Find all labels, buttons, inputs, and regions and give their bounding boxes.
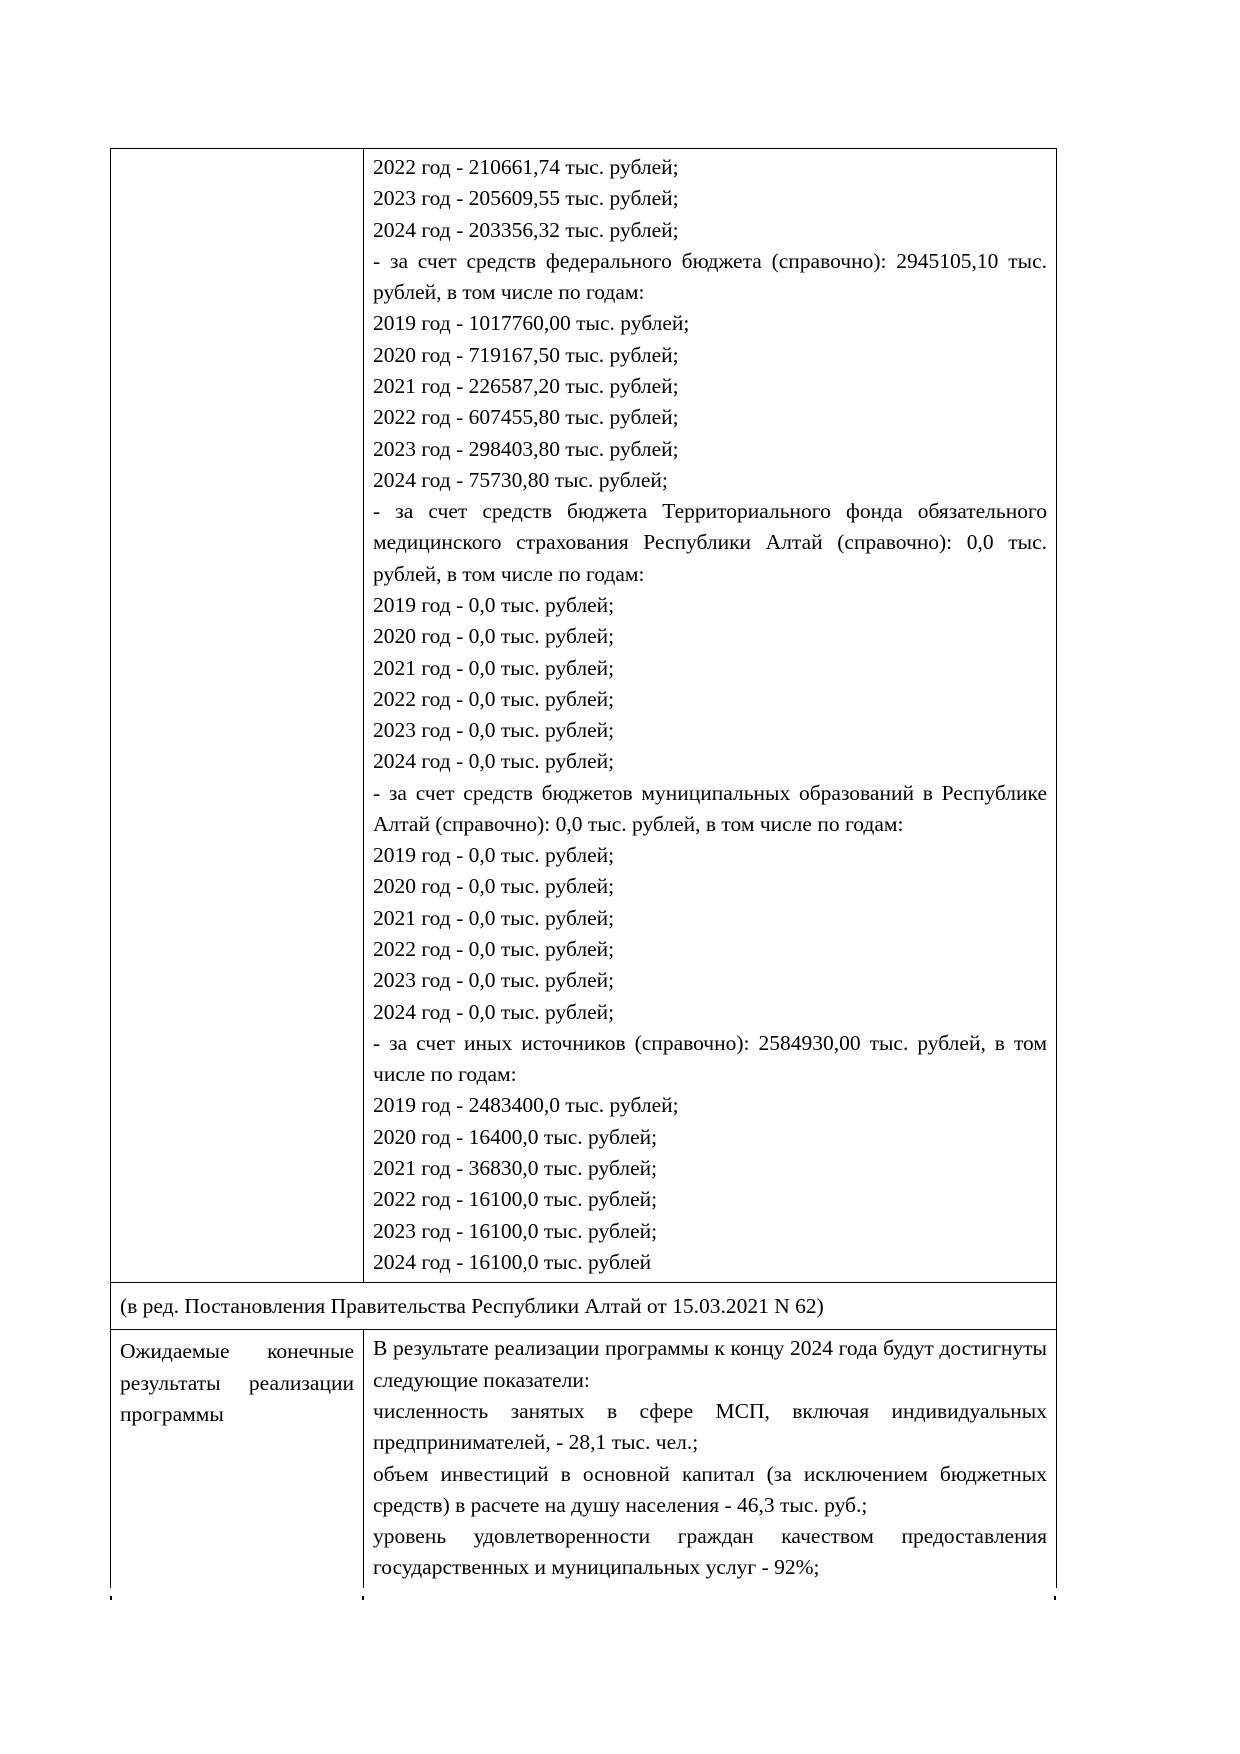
tfoms-year-line: 2020 год - 0,0 тыс. рублей; (373, 624, 615, 649)
other-year-line: 2021 год - 36830,0 тыс. рублей; (373, 1156, 658, 1180)
expected-results-label-text: Ожидаемые конечные результаты реализации программы (120, 1339, 354, 1426)
amendment-note-cell (111, 1283, 1057, 1330)
other-year-line: 2022 год - 16100,0 тыс. рублей; (373, 1187, 658, 1212)
indicator-employment: численность занятых в сфере МСП, включая индивидуальных предпринимателей, - 28,1 тыс. чел.; (373, 1398, 1047, 1455)
municipal-year-line: 2020 год - 0,0 тыс. рублей; (373, 874, 615, 899)
table-continuation-rules (110, 1596, 1056, 1600)
tfoms-year-line: 2024 год - 0,0 тыс. рублей; (373, 749, 615, 774)
program-passport-table (110, 148, 1057, 1588)
indicator-investment: объем инвестиций в основной капитал (за исключением бюджетных средств) в расчете на душу населения - 46,3 тыс. руб.; (373, 1461, 1047, 1517)
financing-label (111, 149, 363, 159)
table-rule-left (110, 1596, 112, 1600)
table-rule-middle (362, 1596, 364, 1600)
financing-line: 2023 год - 205609,55 тыс. рублей; (373, 186, 679, 211)
indicator-satisfaction: уровень удовлетворенности граждан качеством предоставления государственных и муниципальных услуг - 92%; (373, 1524, 1047, 1580)
municipal-budget-paragraph: - за счет средств бюджетов муниципальных образований в Республике Алтай (справочно): 0,0 тыс. рублей, в том числе по годам: (373, 780, 1047, 836)
tfoms-year-line: 2021 год - 0,0 тыс. рублей; (373, 655, 615, 680)
table-row-financing (111, 149, 1057, 1283)
federal-year-line: 2019 год - 1017760,00 тыс. рублей; (373, 311, 690, 336)
federal-year-line: 2022 год - 607455,80 тыс. рублей; (373, 405, 679, 430)
tfoms-year-line: 2023 год - 0,0 тыс. рублей; (373, 718, 615, 743)
federal-budget-paragraph: - за счет средств федерального бюджета (справочно): 2945105,10 тыс. рублей, в том числе по годам: (373, 248, 1047, 305)
financing-label-cell (111, 149, 364, 1283)
expected-results-intro: В результате реализации программы к концу 2024 года будут достигнуты следующие показатели: (373, 1336, 1047, 1392)
table-row-amendment-note (111, 1283, 1057, 1330)
amendment-note-text: (в ред. Постановления Правительства Республики Алтай от 15.03.2021 N 62) (120, 1294, 824, 1319)
municipal-year-line: 2024 год - 0,0 тыс. рублей; (373, 999, 615, 1024)
federal-year-line: 2021 год - 226587,20 тыс. рублей; (373, 373, 679, 398)
other-year-line: 2024 год - 16100,0 тыс. рублей (373, 1249, 652, 1274)
other-year-line: 2023 год - 16100,0 тыс. рублей; (373, 1218, 658, 1243)
table-rule-right (1054, 1596, 1056, 1600)
municipal-year-line: 2021 год - 0,0 тыс. рублей; (373, 905, 615, 930)
expected-results-label (111, 1330, 363, 1434)
tfoms-budget-paragraph: - за счет средств бюджета Территориального фонда обязательного медицинского страхования Республики Алтай (справочно): 0,0 тыс. рублей, в том числе по годам: (373, 499, 1047, 586)
federal-year-line: 2024 год - 75730,80 тыс. рублей; (373, 467, 668, 492)
financing-content-cell (364, 149, 1057, 1283)
tfoms-year-line: 2022 год - 0,0 тыс. рублей; (373, 686, 615, 711)
federal-year-line: 2020 год - 719167,50 тыс. рублей; (373, 342, 679, 367)
municipal-year-line: 2023 год - 0,0 тыс. рублей; (373, 968, 615, 993)
federal-year-line: 2023 год - 298403,80 тыс. рублей; (373, 436, 679, 461)
expected-results-content-cell (364, 1330, 1057, 1588)
other-year-line: 2019 год - 2483400,0 тыс. рублей; (373, 1093, 679, 1118)
expected-results-label-cell (111, 1330, 364, 1588)
tfoms-year-line: 2019 год - 0,0 тыс. рублей; (373, 592, 615, 617)
municipal-year-line: 2022 год - 0,0 тыс. рублей; (373, 937, 615, 962)
financing-line: 2024 год - 203356,32 тыс. рублей; (373, 217, 679, 242)
financing-line: 2022 год - 210661,74 тыс. рублей; (373, 155, 679, 179)
table-row-expected-results (111, 1330, 1057, 1588)
municipal-year-line: 2019 год - 0,0 тыс. рублей; (373, 843, 615, 868)
other-year-line: 2020 год - 16400,0 тыс. рублей; (373, 1124, 658, 1149)
other-sources-paragraph: - за счет иных источников (справочно): 2584930,00 тыс. рублей, в том числе по годам: (373, 1030, 1047, 1087)
